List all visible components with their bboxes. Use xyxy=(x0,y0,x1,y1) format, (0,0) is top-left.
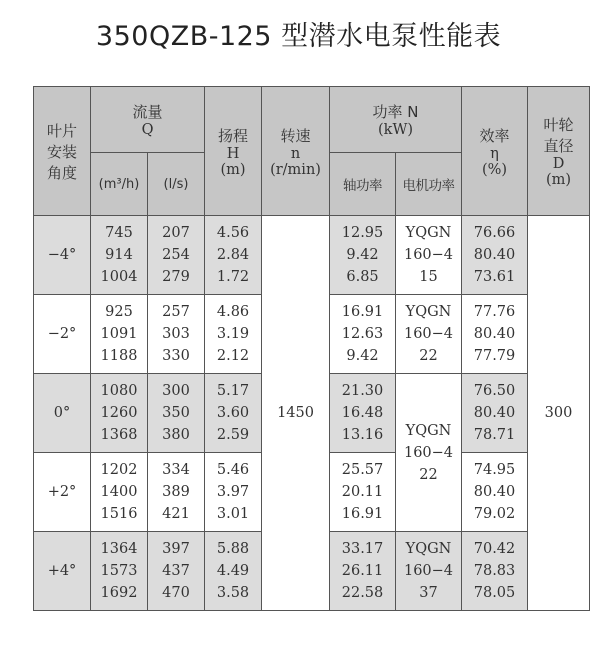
angle-cell: −2° xyxy=(34,295,91,374)
header-speed: 转速 n (r/min) xyxy=(262,87,330,216)
flow-m3h-cell: 745 914 1004 xyxy=(91,216,148,295)
flow-ls-cell: 397 437 470 xyxy=(148,532,205,611)
header-flow-m3h: (m³/h) xyxy=(91,153,148,216)
head-cell: 5.46 3.97 3.01 xyxy=(205,453,262,532)
header-motor-power: 电机功率 xyxy=(396,153,462,216)
pump-performance-table xyxy=(33,86,590,611)
motor-power-cell: YQGN 160−4 22 xyxy=(396,295,462,374)
efficiency-cell: 70.42 78.83 78.05 xyxy=(462,532,528,611)
angle-cell: 0° xyxy=(34,374,91,453)
head-cell: 4.56 2.84 1.72 xyxy=(205,216,262,295)
header-power: 功率 N (kW) xyxy=(330,87,462,153)
header-head: 扬程 H (m) xyxy=(205,87,262,216)
head-cell: 5.17 3.60 2.59 xyxy=(205,374,262,453)
flow-m3h-cell: 1080 1260 1368 xyxy=(91,374,148,453)
motor-power-cell: YQGN 160−4 37 xyxy=(396,532,462,611)
shaft-power-cell: 25.57 20.11 16.91 xyxy=(330,453,396,532)
efficiency-cell: 76.50 80.40 78.71 xyxy=(462,374,528,453)
angle-cell: +4° xyxy=(34,532,91,611)
speed-cell: 1450 xyxy=(262,216,330,611)
shaft-power-cell: 12.95 9.42 6.85 xyxy=(330,216,396,295)
diameter-cell: 300 xyxy=(528,216,590,611)
flow-ls-cell: 207 254 279 xyxy=(148,216,205,295)
header-efficiency: 效率 η (%) xyxy=(462,87,528,216)
shaft-power-cell: 21.30 16.48 13.16 xyxy=(330,374,396,453)
efficiency-cell: 76.66 80.40 73.61 xyxy=(462,216,528,295)
header-impeller-diameter: 叶轮 直径 D (m) xyxy=(528,87,590,216)
page-title: 350QZB-125 型潜水电泵性能表 xyxy=(95,21,502,52)
header-flow: 流量 Q xyxy=(91,87,205,153)
efficiency-cell: 77.76 80.40 77.79 xyxy=(462,295,528,374)
angle-cell: +2° xyxy=(34,453,91,532)
flow-m3h-cell: 1202 1400 1516 xyxy=(91,453,148,532)
shaft-power-cell: 33.17 26.11 22.58 xyxy=(330,532,396,611)
table-row xyxy=(34,216,590,295)
flow-ls-cell: 300 350 380 xyxy=(148,374,205,453)
header-blade-angle: 叶片 安装 角度 xyxy=(34,87,91,216)
header-flow-ls: (l/s) xyxy=(148,153,205,216)
header-shaft-power: 轴功率 xyxy=(330,153,396,216)
motor-power-cell: YQGN 160−4 15 xyxy=(396,216,462,295)
head-cell: 5.88 4.49 3.58 xyxy=(205,532,262,611)
flow-m3h-cell: 1364 1573 1692 xyxy=(91,532,148,611)
efficiency-cell: 74.95 80.40 79.02 xyxy=(462,453,528,532)
flow-m3h-cell: 925 1091 1188 xyxy=(91,295,148,374)
flow-ls-cell: 257 303 330 xyxy=(148,295,205,374)
head-cell: 4.86 3.19 2.12 xyxy=(205,295,262,374)
flow-ls-cell: 334 389 421 xyxy=(148,453,205,532)
shaft-power-cell: 16.91 12.63 9.42 xyxy=(330,295,396,374)
angle-cell: −4° xyxy=(34,216,91,295)
motor-power-cell-shared: YQGN 160−4 22 xyxy=(396,374,462,532)
